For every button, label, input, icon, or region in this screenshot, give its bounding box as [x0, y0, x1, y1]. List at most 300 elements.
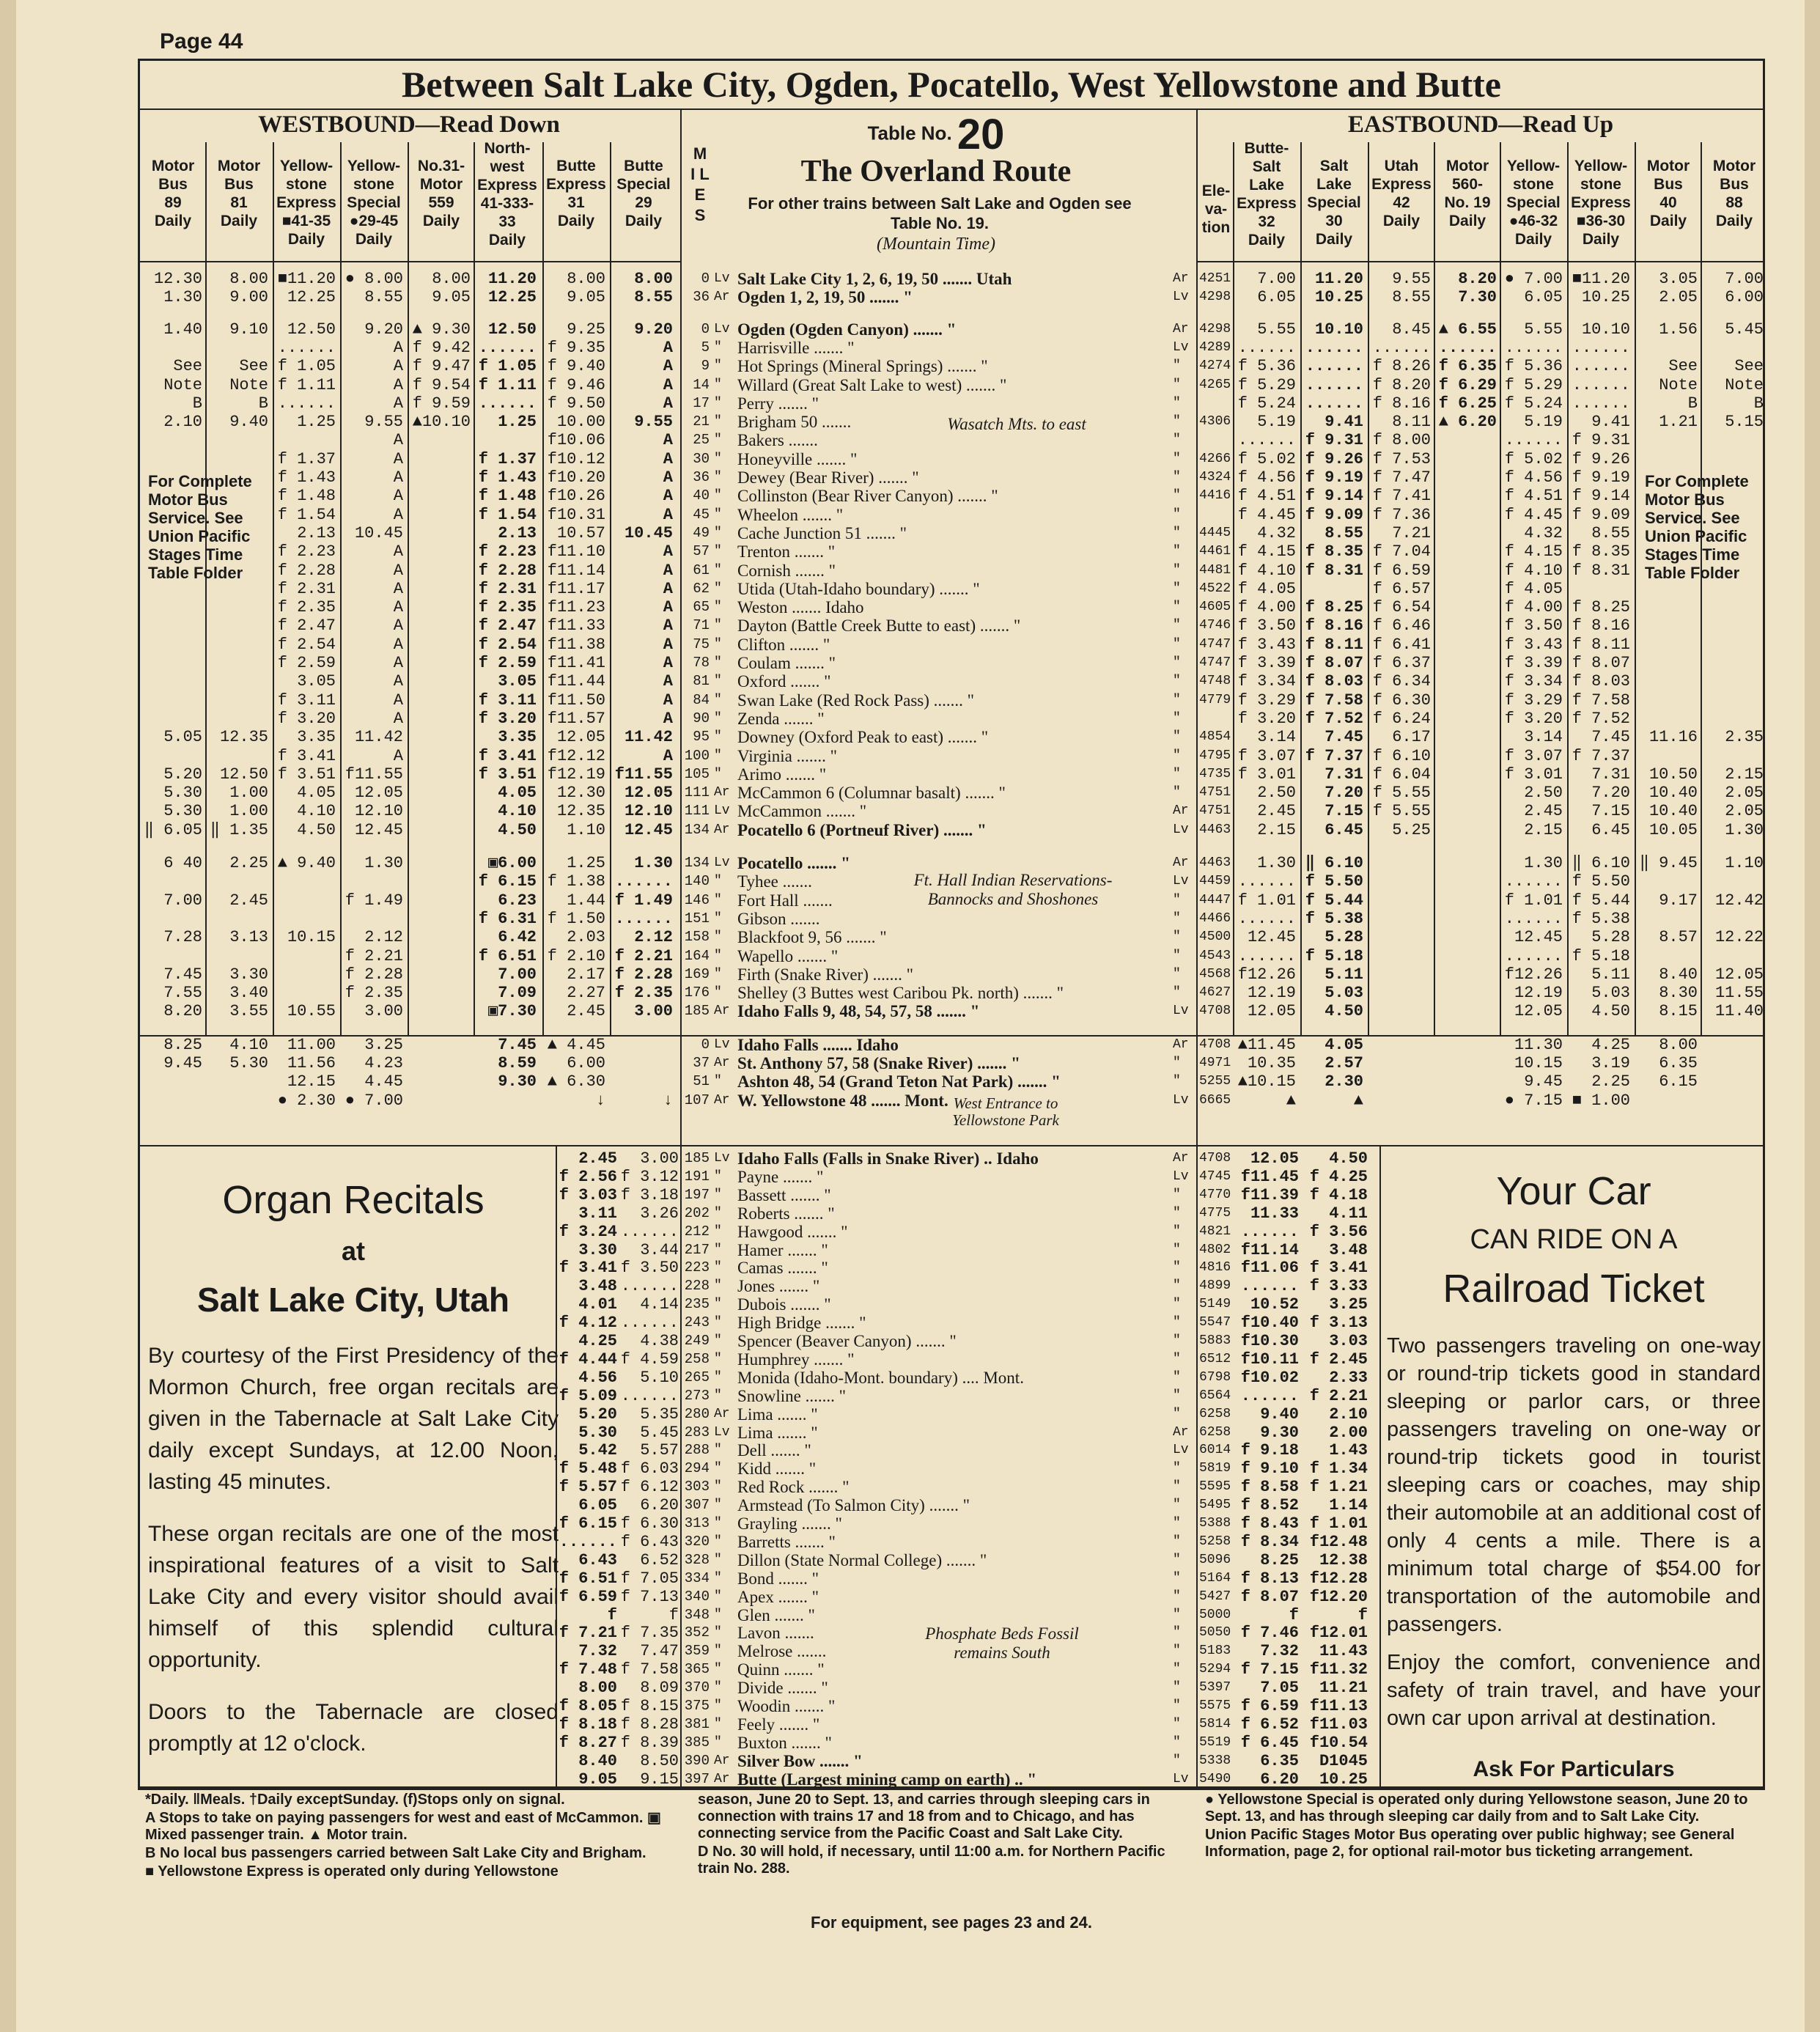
east-time-cell: 7.31 [1325, 765, 1363, 784]
east-time-cell: f 5.55 [1372, 784, 1431, 803]
west-time-cell: 3.00 [634, 1002, 673, 1021]
west-time-cell: ↓ [663, 1091, 673, 1110]
lv-ar-marker: " [714, 1716, 722, 1731]
east-time-cell: 1.30 [1524, 854, 1563, 872]
east-time-cell: ...... [1504, 872, 1563, 891]
east-time-cell: f 3.07 [1237, 746, 1296, 765]
mileage: 0 [701, 1036, 710, 1053]
lv-ar-marker: " [714, 874, 722, 889]
footnote: ■ Yellowstone Express is operated only during Yellowstone [145, 1863, 559, 1880]
table-row [16, 984, 1805, 1002]
west-time-cell: f 1.49 [614, 891, 673, 910]
butte-salt-lake-express-time: ...... [1240, 1386, 1299, 1405]
west-time-cell: f11.57 [547, 709, 605, 728]
west-time-cell: A [393, 357, 403, 376]
east-time-cell: 2.05 [1725, 784, 1764, 803]
lv-ar-marker: " [714, 1589, 722, 1604]
lv-ar-marker: " [714, 1734, 722, 1750]
east-time-cell: ‖ 9.45 [1639, 854, 1698, 872]
mileage: 100 [684, 747, 710, 764]
mileage: 307 [684, 1497, 710, 1514]
east-time-cell: f 5.18 [1305, 946, 1363, 965]
west-time-cell: 11.42 [354, 728, 403, 747]
ar-lv-marker: " [1173, 525, 1181, 540]
ad-left-paragraph-3: Doors to the Tabernacle are closed promptly at 12 o'clock. [148, 1700, 559, 1756]
west-time-cell: 3.35 [498, 728, 537, 747]
west-time-cell: 4.05 [297, 784, 336, 803]
west-time-cell: 11.42 [624, 728, 673, 747]
station-name: Shelley (3 Buttes west Caribou Pk. north) ....... " [737, 984, 1064, 1003]
west-time-cell: f10.20 [547, 468, 605, 487]
butte-salt-lake-express-time: ...... [1240, 1277, 1299, 1296]
lv-ar-marker: Ar [714, 785, 730, 800]
east-col-header: Yellow- stone Special ●46-32 Daily [1506, 158, 1561, 248]
table-row [16, 450, 1805, 468]
west-time-cell: A [663, 709, 673, 728]
mileage: 111 [684, 784, 710, 801]
station-name: Wapello ....... " [737, 946, 839, 965]
butte-special-time: 7.47 [640, 1642, 679, 1661]
mileage: 158 [684, 929, 710, 946]
west-time-cell: f 9.47 [412, 357, 471, 376]
station-name: Dillon (State Normal College) ....... " [737, 1550, 987, 1569]
car-on-ticket-ad [1387, 1151, 1761, 1782]
mileage: 283 [684, 1424, 710, 1440]
west-time-cell: 1.30 [364, 854, 403, 872]
east-time-cell: f 9.19 [1572, 468, 1630, 487]
lv-ar-marker: " [714, 544, 722, 559]
lv-ar-marker: " [714, 395, 722, 411]
west-time-cell: 12.30 [153, 270, 202, 288]
west-time-cell: A [663, 505, 673, 524]
east-time-cell: 5.28 [1325, 928, 1363, 947]
east-time-cell: B [1753, 394, 1764, 413]
elevation: 4735 [1199, 766, 1231, 781]
elevation: 4708 [1199, 1004, 1231, 1019]
west-time-cell: A [393, 431, 403, 450]
station-name: Grayling ....... " [737, 1514, 842, 1533]
east-time-cell: 11.55 [1714, 984, 1764, 1003]
east-time-cell: 11.40 [1714, 1002, 1764, 1021]
butte-special-time: 8.09 [640, 1679, 679, 1698]
east-time-cell: f 9.14 [1572, 487, 1630, 506]
east-time-cell: 2.50 [1524, 784, 1563, 803]
salt-lake-special-time: 4.50 [1329, 1149, 1368, 1168]
west-time-cell: 9.55 [634, 413, 673, 432]
west-time-cell: A [663, 487, 673, 506]
elevation: 4779 [1199, 692, 1231, 707]
east-time-cell: 7.20 [1325, 784, 1363, 803]
east-time-cell: 7.00 [1725, 270, 1764, 288]
ar-lv-marker: " [1173, 710, 1181, 726]
east-time-cell: 2.15 [1257, 820, 1296, 839]
table-number [683, 110, 1189, 159]
station-name: Cornish ....... " [737, 561, 836, 580]
butte-special-time: 8.50 [640, 1751, 679, 1770]
west-time-cell: 12.25 [287, 288, 336, 307]
west-time-cell: ...... [277, 394, 336, 413]
east-time-cell: f 7.37 [1305, 746, 1363, 765]
west-time-cell: 3.40 [229, 984, 268, 1003]
time-zone: (Mountain Time) [877, 235, 995, 254]
footnote: A Stops to take on paying passengers for west and east of McCammon. ▣ Mixed passenger train. ▲ Motor train. [145, 1810, 661, 1843]
table-row [16, 487, 1805, 505]
elevation: 4816 [1199, 1260, 1231, 1275]
west-time-cell: 10.00 [556, 413, 605, 432]
butte-express-time: 7.32 [578, 1642, 617, 1661]
table-row [16, 1054, 1805, 1072]
east-time-cell: 2.05 [1725, 802, 1764, 821]
east-time-cell: f 3.50 [1237, 616, 1296, 636]
west-time-cell: ▲10.10 [412, 413, 471, 432]
brace-ft-hall: Ft. Hall Indian Reservations-Bannocks and Shoshones [913, 871, 1113, 908]
mileage: 107 [684, 1092, 710, 1108]
salt-lake-special-time: 2.10 [1329, 1405, 1368, 1424]
west-time-cell: 12.05 [556, 728, 605, 747]
butte-salt-lake-express-time: ...... [1240, 1222, 1299, 1241]
east-time-cell: ▲ [1286, 1091, 1296, 1110]
mileage: 17 [693, 394, 710, 411]
butte-salt-lake-express-time: f 7.15 [1240, 1660, 1299, 1679]
station-name: Barretts ....... " [737, 1532, 836, 1551]
elevation: 4416 [1199, 488, 1231, 504]
west-time-cell: ↓ [595, 1091, 605, 1110]
west-time-cell: 12.05 [354, 784, 403, 803]
elevation: 4605 [1199, 600, 1231, 615]
mileage: 359 [684, 1643, 710, 1660]
east-time-cell: 6.45 [1325, 820, 1363, 839]
mileage: 30 [693, 450, 710, 467]
lv-ar-marker: Ar [714, 1753, 730, 1768]
lv-ar-marker: " [714, 930, 722, 945]
station-name: Bakers ....... [737, 431, 818, 450]
ar-lv-marker: " [1173, 1205, 1181, 1221]
table-row [16, 542, 1805, 561]
east-time-cell: f 5.36 [1237, 357, 1296, 376]
west-col-header: Butte Express 31 Daily [546, 158, 606, 229]
elevation: 5183 [1199, 1643, 1231, 1659]
ar-lv-marker: Lv [1173, 290, 1189, 305]
lv-ar-marker: " [714, 1168, 722, 1184]
east-time-cell: f 8.11 [1572, 635, 1630, 654]
elevation: 5050 [1199, 1625, 1231, 1641]
butte-express-time: f 6.59 [559, 1587, 617, 1606]
east-time-cell: 5.19 [1524, 413, 1563, 432]
butte-express-time: f 7.21 [559, 1624, 617, 1643]
east-time-cell: f 5.44 [1305, 891, 1363, 910]
ar-lv-marker: " [1173, 1570, 1181, 1586]
mileage: 146 [684, 891, 710, 908]
west-time-cell: ‖ 1.35 [210, 820, 268, 839]
west-time-cell: f 2.54 [277, 635, 336, 654]
west-time-cell: A [393, 561, 403, 580]
elevation: 4746 [1199, 618, 1231, 633]
elevation: 5595 [1199, 1479, 1231, 1495]
west-time-cell: f 1.11 [478, 375, 537, 394]
east-time-cell: 5.11 [1325, 965, 1363, 984]
mileage: 228 [684, 1278, 710, 1295]
east-time-cell: 2.45 [1524, 802, 1563, 821]
west-time-cell: A [393, 598, 403, 617]
west-time-cell: B [192, 394, 202, 413]
station-name: Lima ....... " [737, 1423, 818, 1442]
table-row [16, 288, 1805, 306]
west-time-cell: 4.10 [498, 802, 537, 821]
lv-ar-marker: Ar [714, 1771, 730, 1786]
mileage: 140 [684, 873, 710, 890]
west-time-cell: 7.00 [163, 891, 202, 910]
east-time-cell: f 8.26 [1372, 357, 1431, 376]
elevation: 4795 [1199, 748, 1231, 763]
elevation: 5495 [1199, 1498, 1231, 1513]
lv-ar-marker: " [714, 1074, 722, 1089]
salt-lake-special-time: f12.01 [1309, 1624, 1368, 1643]
ar-lv-marker: " [1173, 910, 1181, 926]
lv-ar-marker: Lv [714, 271, 730, 286]
east-time-cell: 10.10 [1314, 320, 1363, 339]
east-time-cell: 4.25 [1591, 1035, 1630, 1054]
ar-lv-marker: " [1173, 1242, 1181, 1257]
table-row [16, 468, 1805, 487]
bus-note-east: For Complete Motor Bus Service. See Union Pacific Stages Time Table Folder [1645, 472, 1749, 582]
east-time-cell: ...... [1305, 357, 1363, 376]
east-time-cell: 10.40 [1648, 802, 1698, 821]
east-time-cell: 7.45 [1325, 728, 1363, 747]
lv-ar-marker: Lv [714, 855, 730, 870]
west-time-cell: 1.30 [163, 288, 202, 307]
ar-lv-marker: " [1173, 892, 1181, 908]
west-time-cell: f11.41 [547, 654, 605, 672]
butte-express-time: f 4.44 [559, 1350, 617, 1369]
west-time-cell: 3.05 [297, 672, 336, 691]
west-time-cell: 12.45 [624, 820, 673, 839]
east-time-cell: 5.25 [1392, 820, 1431, 839]
east-time-cell: f 5.29 [1504, 375, 1563, 394]
east-time-cell: 6.05 [1257, 288, 1296, 307]
ar-lv-marker: " [1173, 1498, 1181, 1513]
ar-lv-marker: " [1173, 1260, 1181, 1275]
station-name: Tyhee ....... [737, 872, 812, 891]
west-time-cell: 6.42 [498, 928, 537, 947]
east-time-cell: ...... [1237, 872, 1296, 891]
table-row [16, 431, 1805, 449]
east-time-cell: ...... [1572, 375, 1630, 394]
east-time-cell: f 5.02 [1504, 449, 1563, 468]
butte-special-time: f 3.50 [620, 1259, 679, 1278]
west-time-cell: f 2.23 [277, 542, 336, 562]
table-row [16, 821, 1805, 839]
west-time-cell: f 2.21 [345, 946, 403, 965]
station-name: Bassett ....... " [737, 1185, 831, 1204]
east-time-cell: f 4.10 [1504, 561, 1563, 580]
east-time-cell: 4.50 [1325, 1002, 1363, 1021]
mileage: 185 [684, 1150, 710, 1166]
elevation: 4265 [1199, 377, 1231, 392]
west-time-cell: f 2.47 [478, 616, 537, 636]
station-name: Woodin ....... " [737, 1697, 836, 1715]
east-time-cell: ...... [1305, 375, 1363, 394]
footnotes-col-2 [698, 1792, 1189, 1879]
west-time-cell: 11.00 [287, 1035, 336, 1054]
butte-express-time: ...... [559, 1532, 617, 1551]
butte-express-time: 3.48 [578, 1277, 617, 1296]
west-time-cell: 8.59 [498, 1054, 537, 1072]
ar-lv-marker: " [1173, 544, 1181, 559]
elevation: 4821 [1199, 1223, 1231, 1239]
lv-ar-marker: " [714, 892, 722, 908]
mileage: 5 [701, 339, 710, 356]
lv-ar-marker: " [714, 618, 722, 633]
butte-salt-lake-express-time: 7.05 [1260, 1679, 1299, 1698]
east-time-cell: f 3.01 [1504, 765, 1563, 784]
east-time-cell: See [1668, 357, 1698, 376]
lv-ar-marker: " [714, 339, 722, 355]
ar-lv-marker: " [1173, 1369, 1181, 1385]
east-time-cell: 1.10 [1725, 854, 1764, 872]
west-time-cell: f 1.43 [478, 468, 537, 487]
salt-lake-special-time: f 4.25 [1309, 1167, 1368, 1186]
lv-ar-marker: " [714, 1187, 722, 1202]
east-time-cell: f 5.29 [1237, 375, 1296, 394]
station-name: Lima ....... " [737, 1405, 818, 1424]
west-time-cell: f 9.42 [412, 338, 471, 357]
lv-ar-marker: " [714, 451, 722, 466]
east-time-cell: f 6.59 [1372, 561, 1431, 580]
lv-ar-marker: " [714, 966, 722, 982]
west-time-cell: ...... [614, 909, 673, 928]
ar-lv-marker: " [1173, 1406, 1181, 1421]
butte-salt-lake-express-time: f 6.45 [1240, 1733, 1299, 1752]
west-time-cell: 7.45 [163, 965, 202, 984]
east-time-cell: f 4.00 [1504, 598, 1563, 617]
east-time-cell: 11.20 [1314, 270, 1363, 288]
east-time-cell: ‖ 6.10 [1572, 854, 1630, 872]
east-time-cell: 3.05 [1659, 270, 1698, 288]
west-time-cell: ▲ 4.45 [547, 1035, 605, 1054]
elevation: 4461 [1199, 544, 1231, 559]
east-time-cell: f 5.18 [1572, 946, 1630, 965]
butte-special-time: f 7.05 [620, 1569, 679, 1588]
west-time-cell: 12.45 [354, 820, 403, 839]
elevation: 4708 [1199, 1037, 1231, 1052]
mileage: 235 [684, 1296, 710, 1313]
station-name: Roberts ....... " [737, 1204, 835, 1223]
butte-express-time: f 4.12 [559, 1314, 617, 1333]
east-time-cell: ...... [1504, 431, 1563, 450]
west-time-cell: f 2.35 [478, 598, 537, 617]
elevation: 5164 [1199, 1570, 1231, 1586]
footnote: B No local bus passengers carried between Salt Lake City and Brigham. [145, 1845, 646, 1861]
ar-lv-marker: Lv [1173, 1092, 1189, 1108]
eastbound-header: EASTBOUND—Read Up [1347, 111, 1614, 138]
ar-lv-marker: " [1173, 1278, 1181, 1294]
west-time-cell: f 9.50 [547, 394, 605, 413]
east-time-cell: 10.15 [1514, 1054, 1563, 1072]
lv-ar-marker: Ar [714, 290, 730, 305]
footnote: *Daily. ‖Meals. †Daily exceptSunday. (f)Stops only on signal. [145, 1792, 565, 1808]
east-time-cell: f 9.19 [1305, 468, 1363, 487]
elevation: 4266 [1199, 451, 1231, 466]
table-row [16, 765, 1805, 784]
elevation: 4445 [1199, 525, 1231, 540]
station-name: Cache Junction 51 ....... " [737, 523, 907, 542]
salt-lake-special-time: f 1.21 [1309, 1478, 1368, 1497]
west-time-cell: A [663, 746, 673, 765]
salt-lake-special-time: f 3.13 [1309, 1314, 1368, 1333]
west-time-cell: 4.50 [498, 820, 537, 839]
west-time-cell: f 2.35 [345, 984, 403, 1003]
station-name: Pocatello 6 (Portneuf River) ....... " [737, 820, 987, 839]
elevation: 5519 [1199, 1734, 1231, 1750]
table-row [16, 710, 1805, 728]
east-time-cell: 2.15 [1725, 765, 1764, 784]
lv-ar-marker: Ar [714, 822, 730, 837]
east-time-cell: 10.05 [1648, 820, 1698, 839]
lv-ar-marker: " [714, 1570, 722, 1586]
mileage: 57 [693, 543, 710, 560]
west-time-cell: A [663, 394, 673, 413]
east-time-cell: f 9.26 [1572, 449, 1630, 468]
lv-ar-marker: Ar [714, 1406, 730, 1421]
footnote: season, June 20 to Sept. 13, and carries through sleeping cars in connection with trains 17 and 18 from and to Chicago, and has connecting service from the Pacific Coast and Salt Lake City. [698, 1792, 1150, 1841]
east-time-cell: f 8.11 [1305, 635, 1363, 654]
table-row [16, 910, 1805, 928]
east-time-cell: 10.50 [1648, 765, 1698, 784]
west-time-cell: B [258, 394, 268, 413]
salt-lake-special-time: 11.21 [1319, 1679, 1368, 1698]
west-time-cell: 11.20 [487, 270, 537, 288]
west-time-cell: f 1.11 [277, 375, 336, 394]
butte-salt-lake-express-time: 12.05 [1250, 1149, 1299, 1168]
elevation: 5427 [1199, 1589, 1231, 1604]
station-name: Firth (Snake River) ....... " [737, 965, 913, 984]
east-time-cell: ▲10.15 [1237, 1072, 1296, 1092]
east-time-cell: 5.28 [1591, 928, 1630, 947]
ar-lv-marker: " [1173, 618, 1181, 633]
mileage: 36 [693, 469, 710, 485]
station-name: Camas ....... " [737, 1259, 828, 1278]
west-time-cell: f 2.28 [277, 561, 336, 580]
west-time-cell: 2.13 [297, 523, 336, 542]
mileage: 169 [684, 965, 710, 982]
east-time-cell: f 6.10 [1372, 746, 1431, 765]
east-time-cell: f 8.07 [1572, 654, 1630, 672]
lv-ar-marker: " [714, 655, 722, 670]
lv-ar-marker: " [714, 1461, 722, 1476]
station-name: Swan Lake (Red Rock Pass) ....... " [737, 691, 975, 710]
butte-express-time: 4.56 [578, 1368, 617, 1387]
east-time-cell: f 7.58 [1572, 691, 1630, 710]
ar-lv-marker: Lv [1173, 1004, 1189, 1019]
table-no-label: Table No. [867, 122, 952, 144]
ar-lv-marker: " [1173, 1388, 1181, 1403]
ar-lv-marker: " [1173, 1680, 1181, 1696]
butte-express-time: 3.11 [578, 1204, 617, 1223]
ar-lv-marker: Lv [1173, 874, 1189, 889]
butte-special-time: 6.20 [640, 1496, 679, 1515]
west-time-cell: 8.55 [364, 288, 403, 307]
west-time-cell: 9.55 [364, 413, 403, 432]
east-time-cell: f 6.46 [1372, 616, 1431, 636]
ar-lv-marker: " [1173, 432, 1181, 448]
lv-ar-marker: " [714, 1260, 722, 1275]
lv-ar-marker: " [714, 358, 722, 374]
salt-lake-special-time: 2.00 [1329, 1423, 1368, 1442]
east-time-cell: 12.45 [1514, 928, 1563, 947]
table-row [16, 506, 1805, 524]
west-time-cell: A [663, 598, 673, 617]
east-time-cell: 8.11 [1392, 413, 1431, 432]
